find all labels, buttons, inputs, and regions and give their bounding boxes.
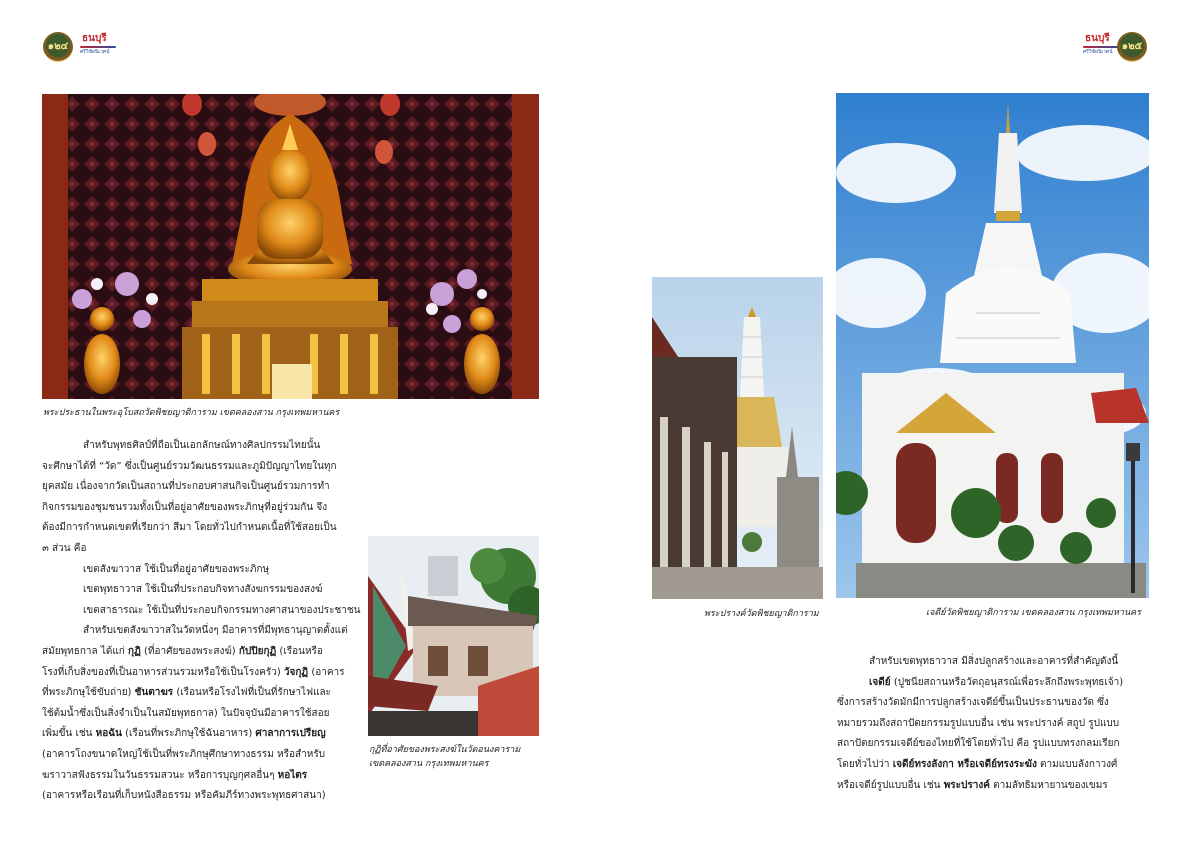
page-number-left: ๑๒๔ bbox=[47, 41, 69, 52]
page-number-right: ๑๒๕ bbox=[1121, 41, 1143, 52]
phutthawat-line: หรือเจดีย์รูปแบบอื่น เช่น พระปรางค์ ตามลัทธิมหายานของเขมร bbox=[837, 779, 1108, 791]
sangkhawat-line: (อาคารหรือเรือนที่เก็บหนังสือธรรม หรือคัมภีร์ทางพระพุทธศาสนา) bbox=[42, 790, 326, 802]
intro-line: จะศึกษาได้ที่ “วัด” ซึ่งเป็นศูนย์รวมวัฒนธรรมและภูมิปัญญาไทยในทุก bbox=[42, 460, 337, 472]
phutthawat-line: เจดีย์ (ปูชนียสถานหรือวัตถุอนุสรณ์เพื่อระลึกถึงพระพุทธเจ้า) bbox=[869, 676, 1124, 688]
brand-tagline-right: ศรีวิชัยนิเวศน์ bbox=[1083, 49, 1113, 55]
buddha-statue-icon bbox=[42, 94, 539, 399]
sangkhawat-line: โรงที่เก็บสิ่งของที่เป็นอาหารส่วนรวมหรือใช้เป็นโรงครัว) วัจกุฏิ (อาคาร bbox=[42, 666, 345, 678]
phutthawat-line: หมายรวมถึงสถาปัตยกรรมรูปแบบอื่น เช่น พระปรางค์ สถูป รูปแบบ bbox=[837, 717, 1120, 729]
brand-swoosh-icon bbox=[80, 46, 116, 48]
zone-item: เขตพุทธาวาส ใช้เป็นที่ประกอบกิจทางสังฆกรรมของสงฆ์ bbox=[83, 584, 323, 596]
phutthawat-line: สถาปัตยกรรมเจดีย์ของไทยที่ใช้โดยทั่วไป คือ รูปแบบทรงกลมเรียก bbox=[837, 738, 1120, 750]
sangkhawat-line: สำหรับเขตสังฆาวาสในวัดหนึ่งๆ มีอาคารที่มีพุทธานุญาตตั้งแต่ bbox=[83, 625, 348, 637]
brand-swoosh-icon bbox=[1083, 46, 1119, 48]
brand-logo-left bbox=[80, 30, 132, 60]
brand-name-left: ธนบุรี bbox=[82, 33, 107, 44]
caption-kuti-line2: เขตคลองสาน กรุงเทพมหานคร bbox=[369, 759, 489, 769]
sangkhawat-line: สมัยพุทธกาล ได้แก่ กุฏิ (ที่อาศัยของพระสงฆ์) กัปปิยกุฏิ (เรือนหรือ bbox=[42, 645, 323, 657]
caption-buddha: พระประธานในพระอุโบสถวัดพิชยญาติการาม เขตคลองสาน กรุงเทพมหานคร bbox=[43, 408, 340, 418]
intro-line: สำหรับพุทธศิลป์ที่ถือเป็นเอกลักษณ์ทางศิลปกรรมไทยนั้น bbox=[83, 440, 321, 451]
phutthawat-paragraph bbox=[837, 652, 1149, 796]
monk-quarters-photo bbox=[368, 536, 539, 736]
brand-tagline-left: ศรีวิชัยนิเวศน์ bbox=[80, 49, 110, 55]
white-chedi-icon bbox=[836, 93, 1149, 598]
caption-kuti-line1: กุฏิที่อาศัยของพระสงฆ์ในวัดอนงคาราม bbox=[369, 745, 521, 755]
intro-paragraph bbox=[42, 436, 361, 807]
caption-prang: พระปรางค์วัดพิชยญาติการาม bbox=[704, 609, 819, 619]
intro-line: ๓ ส่วน คือ bbox=[42, 542, 87, 554]
intro-line: กิจกรรมของชุมชนรวมทั้งเป็นที่อยู่อาศัยของพระภิกษุที่อยู่ร่วมกัน จึง bbox=[42, 501, 328, 513]
page-number-badge-right bbox=[1117, 32, 1147, 62]
prang-tower-icon bbox=[652, 277, 823, 599]
phutthawat-line: โดยทั่วไปว่า เจดีย์ทรงลังกา หรือเจดีย์ทรงระฆัง ตามแบบลังกาวงศ์ bbox=[837, 758, 1118, 770]
page-number-badge-left bbox=[43, 32, 73, 62]
sangkhawat-line: (อาคารโถงขนาดใหญ่ใช้เป็นที่พระภิกษุศึกษาทางธรรม หรือสำหรับ bbox=[42, 748, 326, 760]
intro-line: ต้องมีการกำหนดเขตที่เรียกว่า สีมา โดยทั่วไปกำหนดเนื้อที่ใช้สอยเป็น bbox=[42, 522, 337, 534]
sangkhawat-line: เพิ่มขึ้น เช่น หอฉัน (เรือนที่พระภิกษุใช้ฉันอาหาร) ศาลาการเปรียญ bbox=[42, 728, 326, 740]
prang-photo bbox=[652, 277, 823, 599]
caption-chedi: เจดีย์วัดพิชยญาติการาม เขตคลองสาน กรุงเทพมหานคร bbox=[926, 608, 1141, 618]
caption-kuti bbox=[369, 743, 520, 771]
brand-name-right: ธนบุรี bbox=[1085, 33, 1110, 44]
thai-house-icon bbox=[368, 536, 539, 736]
sangkhawat-line: ใช้ต้มน้ำซึ่งเป็นสิ่งจำเป็นในสมัยพุทธกาล) ในปัจจุบันมีอาคารใช้สอย bbox=[42, 707, 330, 719]
zone-item: เขตสังฆาวาส ใช้เป็นที่อยู่อาศัยของพระภิกษุ bbox=[83, 563, 270, 575]
intro-line: ยุคสมัย เนื่องจากวัดเป็นสถานที่ประกอบศาสนกิจเป็นศูนย์รวมการทำ bbox=[42, 481, 330, 493]
sangkhawat-line: ฆราวาสฟังธรรมในวันธรรมสวนะ หรือการบุญกุศลอื่นๆ หอไตร bbox=[42, 769, 308, 781]
chedi-photo bbox=[836, 93, 1149, 598]
zone-item: เขตสาธารณะ ใช้เป็นที่ประกอบกิจกรรมทางศาสนาของประชาชน bbox=[83, 604, 361, 616]
phutthawat-line: ซึ่งการสร้างวัดมักมีการปลูกสร้างเจดีย์ขึ้นเป็นประธานของวัด ซึ่ง bbox=[837, 697, 1109, 709]
buddha-photo bbox=[42, 94, 539, 399]
phutthawat-line: สำหรับเขตพุทธาวาส มีสิ่งปลูกสร้างและอาคารที่สำคัญดังนี้ bbox=[869, 656, 1119, 667]
sangkhawat-line: ที่พระภิกษุใช้ขับถ่าย) ชันตาฆร (เรือนหรือโรงไฟที่เป็นที่รักษาไฟและ bbox=[42, 687, 332, 699]
